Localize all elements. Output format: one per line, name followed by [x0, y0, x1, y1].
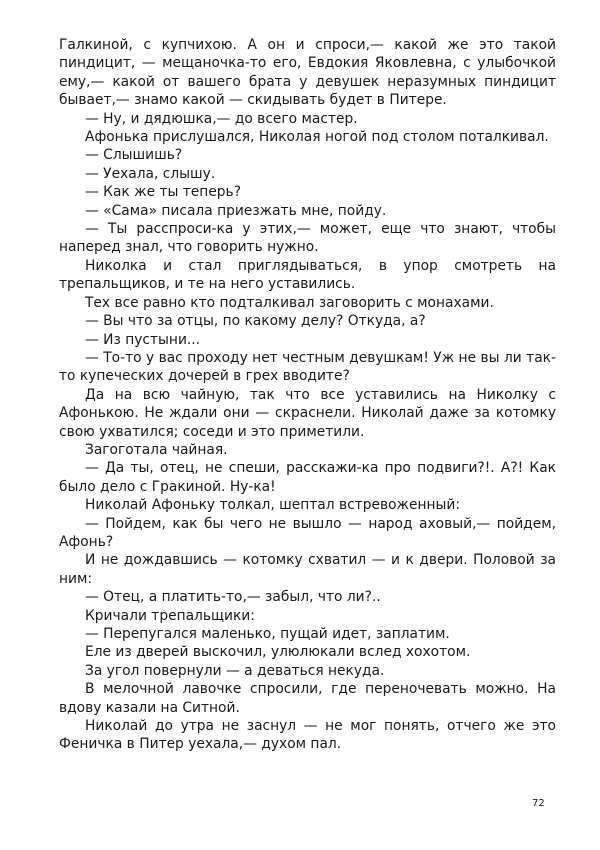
paragraph-26: Николай до утра не заснул — не мог понять, отчего же это Феничка в Питер уехала,— духом пал.: [59, 718, 556, 753]
paragraph-18: — Пойдем, как бы чего не вышло — народ аховый,— пойдем, Афонь?: [59, 515, 556, 550]
paragraph-7: — «Сама» писала приезжать мне, пойду.: [85, 202, 387, 219]
page-body: [59, 36, 556, 754]
paragraph-2: — Ну, и дядюшка,— до всего мастер.: [85, 110, 358, 127]
paragraph-24: За угол повернули — а деваться некуда.: [85, 662, 385, 679]
paragraph-11: — Вы что за отцы, по какому делу? Откуда, а?: [85, 313, 426, 330]
paragraph-14: Да на всю чайную, так что все уставились на Николку с Афонькою. Не ждали они — скраснели. Николай даже за котомку свою ухватился; соседи и это приметили.: [59, 386, 556, 440]
paragraph-1: Галкиной, с купчихою. А он и спроси,— какой же это такой пиндицит, — мещаночка-то его, Евдокия Яковлевна, с улыбочкой ему,— какой от вашего брата у девушек неразумных пиндицит бывает,— знамо какой — скидывать будет в Питере.: [59, 37, 556, 109]
paragraph-25: В мелочной лавочке спросили, где переночевать можно. На вдову казали на Ситной.: [59, 681, 556, 716]
paragraph-13: — То-то у вас проходу нет честным девушкам! Уж не вы ли так-то купеческих дочерей в грех вводите?: [59, 349, 556, 385]
paragraph-15: Загоготала чайная.: [85, 441, 228, 458]
paragraph-10: Тех все равно кто подталкивал заговорить с монахами.: [85, 294, 494, 311]
paragraph-4: — Слышишь?: [85, 147, 183, 164]
paragraph-22: — Перепугался маленько, пущай идет, заплатим.: [85, 626, 450, 642]
paragraph-23: Еле из дверей выскочил, улюлюкали вслед хохотом.: [85, 644, 471, 661]
paragraph-20: — Отец, а платить-то,— забыл, что ли?..: [85, 589, 381, 606]
paragraph-21: Кричали трепальщики:: [85, 607, 255, 624]
paragraph-17: Николай Афоньку толкал, шептал встревоженный:: [85, 497, 460, 514]
paragraph-5: — Уехала, слышу.: [85, 165, 216, 182]
paragraph-8: — Ты расспроси-ка у этих,— может, еще что знают, чтобы наперед знал, что говорить нужно.: [59, 221, 556, 256]
paragraph-9: Николка и стал приглядываться, в упор смотреть на трепальщиков, и те на него уставились.: [59, 257, 556, 293]
paragraph-16: — Да ты, отец, не спеши, расскажи-ка про подвиги?!. А?! Как было дело с Гракиной. Ну-ка!: [59, 460, 556, 495]
paragraph-6: — Как же ты теперь?: [85, 184, 242, 201]
paragraph-3: Афонька прислушался, Николая ногой под столом поталкивал.: [85, 129, 549, 146]
page-number: 72: [532, 798, 545, 809]
paragraph-12: — Из пустыни...: [85, 331, 201, 348]
paragraph-19: И не дождавшись — котомку схватил — и к двери. Половой за ним:: [59, 552, 556, 587]
